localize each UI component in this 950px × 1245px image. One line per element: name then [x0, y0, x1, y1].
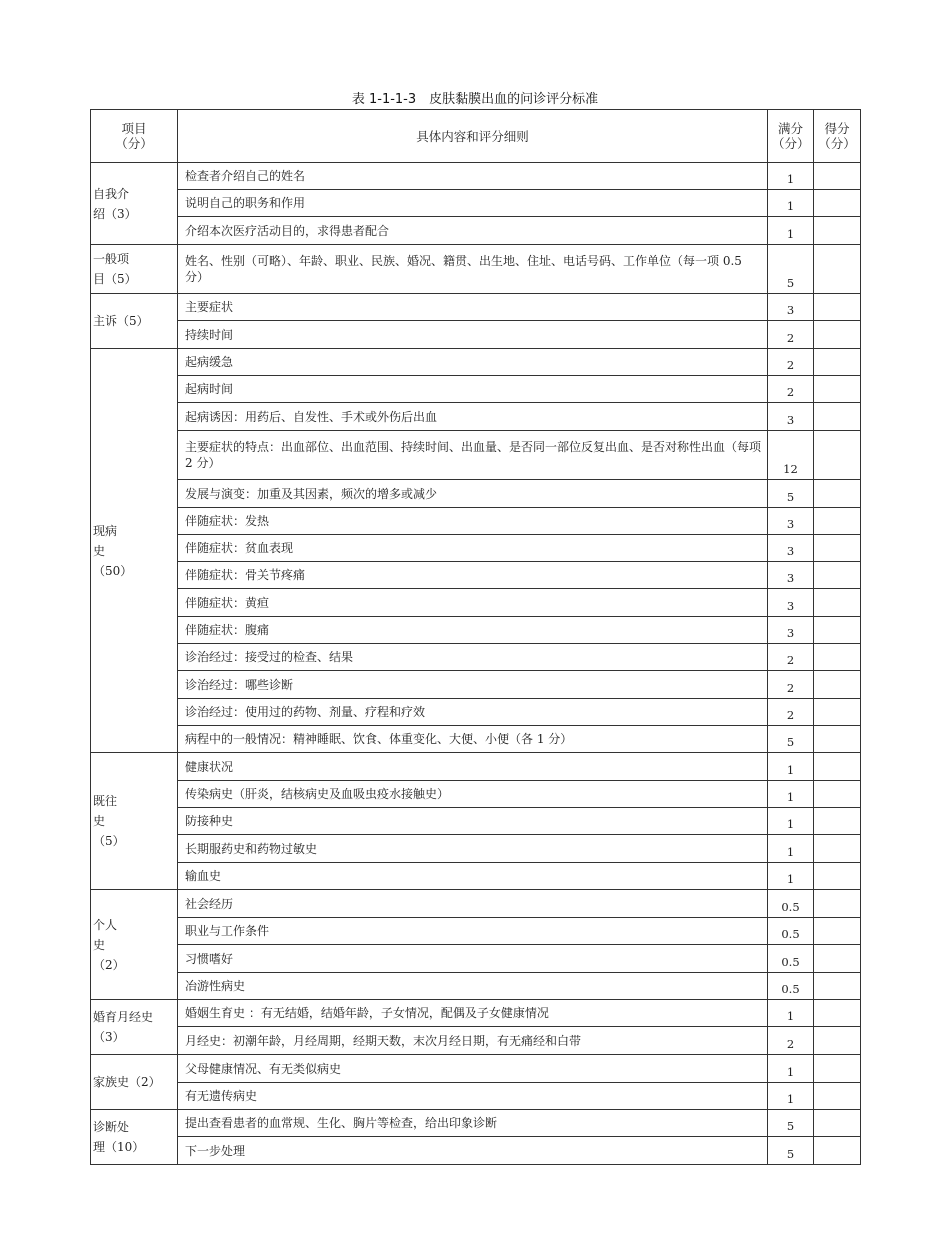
- table-row: [91, 480, 861, 508]
- table-row: [91, 190, 861, 217]
- table-row: [91, 863, 861, 890]
- got-score-cell[interactable]: [814, 163, 861, 190]
- full-score: 1: [768, 863, 814, 890]
- full-score: 1: [768, 1055, 814, 1083]
- item-content: 伴随症状：发热: [178, 508, 768, 535]
- full-score: 2: [768, 671, 814, 699]
- table-row: [91, 617, 861, 644]
- table-row: [91, 890, 861, 918]
- got-score-cell[interactable]: [814, 403, 861, 431]
- table-row: [91, 562, 861, 589]
- got-score-cell[interactable]: [814, 1027, 861, 1055]
- table-row: [91, 973, 861, 1000]
- table-row: [91, 508, 861, 535]
- section-label: 现病 史 （50）: [91, 349, 178, 753]
- item-content: 月经史：初潮年龄，月经周期，经期天数，末次月经日期，有无痛经和白带: [178, 1027, 768, 1055]
- item-content: 有无遗传病史: [178, 1083, 768, 1110]
- table-row: [91, 376, 861, 403]
- table-row: [91, 321, 861, 349]
- section-label: 主诉（5）: [91, 294, 178, 349]
- table-row: [91, 1055, 861, 1083]
- item-content: 提出查看患者的血常规、生化、胸片等检查，给出印象诊断: [178, 1110, 768, 1137]
- full-score: 3: [768, 562, 814, 589]
- table-row: [91, 781, 861, 808]
- item-content: 长期服药史和药物过敏史: [178, 835, 768, 863]
- item-content: 病程中的一般情况：精神睡眠、饮食、体重变化、大便、小便（各 1 分）: [178, 726, 768, 753]
- full-score: 1: [768, 753, 814, 781]
- got-score-cell[interactable]: [814, 1137, 861, 1165]
- item-content: 起病缓急: [178, 349, 768, 376]
- full-score: 1: [768, 190, 814, 217]
- section-label: 婚育月经史 （3）: [91, 1000, 178, 1055]
- got-score-cell[interactable]: [814, 753, 861, 781]
- table-row: [91, 349, 861, 376]
- item-content: 主要症状: [178, 294, 768, 321]
- table-row: [91, 535, 861, 562]
- table-row: [91, 163, 861, 190]
- table-row: [91, 644, 861, 671]
- full-score: 0.5: [768, 945, 814, 973]
- full-score: 2: [768, 321, 814, 349]
- item-content: 传染病史（肝炎，结核病史及血吸虫疫水接触史）: [178, 781, 768, 808]
- table-row: [91, 726, 861, 753]
- table-row: [91, 1083, 861, 1110]
- got-score-cell[interactable]: [814, 918, 861, 945]
- table-row: [91, 1000, 861, 1027]
- got-score-cell[interactable]: [814, 973, 861, 1000]
- table-body: [91, 163, 861, 1165]
- table-row: [91, 1110, 861, 1137]
- full-score: 5: [768, 480, 814, 508]
- got-score-cell[interactable]: [814, 294, 861, 321]
- full-score: 2: [768, 1027, 814, 1055]
- item-content: 起病诱因：用药后、自发性、手术或外伤后出血: [178, 403, 768, 431]
- got-score-cell[interactable]: [814, 644, 861, 671]
- got-score-cell[interactable]: [814, 808, 861, 835]
- full-score: 2: [768, 376, 814, 403]
- full-score: 3: [768, 403, 814, 431]
- item-content: 主要症状的特点：出血部位、出血范围、持续时间、出血量、是否同一部位反复出血、是否对称性出血（每项 2 分）: [178, 431, 768, 480]
- item-content: 职业与工作条件: [178, 918, 768, 945]
- full-score: 12: [768, 431, 814, 480]
- header-item: 项目 （分）: [91, 110, 178, 163]
- table-row: [91, 589, 861, 617]
- item-content: 伴随症状：腹痛: [178, 617, 768, 644]
- full-score: 0.5: [768, 973, 814, 1000]
- got-score-cell[interactable]: [814, 890, 861, 918]
- item-content: 伴随症状：黄疸: [178, 589, 768, 617]
- section-label: 诊断处 理（10）: [91, 1110, 178, 1165]
- item-content: 诊治经过：使用过的药物、剂量、疗程和疗效: [178, 699, 768, 726]
- full-score: 3: [768, 535, 814, 562]
- full-score: 0.5: [768, 918, 814, 945]
- item-content: 介绍本次医疗活动目的，求得患者配合: [178, 217, 768, 245]
- item-content: 诊治经过：哪些诊断: [178, 671, 768, 699]
- got-score-cell[interactable]: [814, 726, 861, 753]
- got-score-cell[interactable]: [814, 321, 861, 349]
- item-content: 检查者介绍自己的姓名: [178, 163, 768, 190]
- full-score: 1: [768, 163, 814, 190]
- got-score-cell[interactable]: [814, 562, 861, 589]
- table-row: [91, 945, 861, 973]
- table-row: [91, 835, 861, 863]
- table-title: 表 1-1-1-3 皮肤黏膜出血的问诊评分标准: [351, 92, 599, 107]
- got-score-cell[interactable]: [814, 781, 861, 808]
- item-content: 伴随症状：骨关节疼痛: [178, 562, 768, 589]
- got-score-cell[interactable]: [814, 671, 861, 699]
- item-content: 姓名、性别（可略）、年龄、职业、民族、婚况、籍贯、出生地、住址、电话号码、工作单位（每一项 0.5 分）: [178, 245, 768, 294]
- header-row: [91, 110, 861, 163]
- table-row: [91, 294, 861, 321]
- full-score: 5: [768, 726, 814, 753]
- got-score-cell[interactable]: [814, 589, 861, 617]
- full-score: 5: [768, 1110, 814, 1137]
- full-score: 1: [768, 217, 814, 245]
- item-content: 诊治经过：接受过的检查、结果: [178, 644, 768, 671]
- item-content: 社会经历: [178, 890, 768, 918]
- item-content: 婚姻生育史 ：有无结婚，结婚年龄，子女情况，配偶及子女健康情况: [178, 1000, 768, 1027]
- table-row: [91, 671, 861, 699]
- table-row: [91, 1027, 861, 1055]
- section-label: 自我介 绍（3）: [91, 163, 178, 245]
- item-content: 起病时间: [178, 376, 768, 403]
- full-score: 3: [768, 294, 814, 321]
- full-score: 3: [768, 508, 814, 535]
- got-score-cell[interactable]: [814, 945, 861, 973]
- full-score: 1: [768, 835, 814, 863]
- item-content: 习惯嗜好: [178, 945, 768, 973]
- got-score-cell[interactable]: [814, 431, 861, 480]
- table-row: [91, 403, 861, 431]
- got-score-cell[interactable]: [814, 190, 861, 217]
- table-row: [91, 918, 861, 945]
- got-score-cell[interactable]: [814, 376, 861, 403]
- table-row: [91, 808, 861, 835]
- item-content: 健康状况: [178, 753, 768, 781]
- full-score: 5: [768, 245, 814, 294]
- table-row: [91, 217, 861, 245]
- table-row: [91, 1137, 861, 1165]
- got-score-cell[interactable]: [814, 835, 861, 863]
- table-row: [91, 753, 861, 781]
- full-score: 2: [768, 644, 814, 671]
- table-row: [91, 431, 861, 480]
- got-score-cell[interactable]: [814, 1000, 861, 1027]
- section-label: 家族史（2）: [91, 1055, 178, 1110]
- section-label: 既往 史 （5）: [91, 753, 178, 890]
- section-label: 个人 史 （2）: [91, 890, 178, 1000]
- item-content: 防接种史: [178, 808, 768, 835]
- item-content: 发展与演变：加重及其因素，频次的增多或减少: [178, 480, 768, 508]
- section-label: 一般项 目（5）: [91, 245, 178, 294]
- full-score: 5: [768, 1137, 814, 1165]
- scoring-table: [90, 109, 861, 1165]
- header-got-score: 得分 （分）: [814, 110, 861, 163]
- full-score: 1: [768, 781, 814, 808]
- full-score: 2: [768, 699, 814, 726]
- got-score-cell[interactable]: [814, 535, 861, 562]
- table-row: [91, 245, 861, 294]
- got-score-cell[interactable]: [814, 217, 861, 245]
- item-content: 下一步处理: [178, 1137, 768, 1165]
- item-content: 输血史: [178, 863, 768, 890]
- item-content: 父母健康情况、有无类似病史: [178, 1055, 768, 1083]
- full-score: 1: [768, 1083, 814, 1110]
- item-content: 冶游性病史: [178, 973, 768, 1000]
- header-full-score: 满分 （分）: [768, 110, 814, 163]
- table-row: [91, 699, 861, 726]
- item-content: 说明自己的职务和作用: [178, 190, 768, 217]
- full-score: 0.5: [768, 890, 814, 918]
- full-score: 1: [768, 1000, 814, 1027]
- header-content: 具体内容和评分细则: [178, 110, 768, 163]
- got-score-cell[interactable]: [814, 245, 861, 294]
- full-score: 3: [768, 617, 814, 644]
- full-score: 2: [768, 349, 814, 376]
- got-score-cell[interactable]: [814, 480, 861, 508]
- got-score-cell[interactable]: [814, 1055, 861, 1083]
- got-score-cell[interactable]: [814, 508, 861, 535]
- full-score: 1: [768, 808, 814, 835]
- got-score-cell[interactable]: [814, 1083, 861, 1110]
- got-score-cell[interactable]: [814, 863, 861, 890]
- item-content: 伴随症状：贫血表现: [178, 535, 768, 562]
- got-score-cell[interactable]: [814, 699, 861, 726]
- got-score-cell[interactable]: [814, 1110, 861, 1137]
- got-score-cell[interactable]: [814, 617, 861, 644]
- full-score: 3: [768, 589, 814, 617]
- item-content: 持续时间: [178, 321, 768, 349]
- got-score-cell[interactable]: [814, 349, 861, 376]
